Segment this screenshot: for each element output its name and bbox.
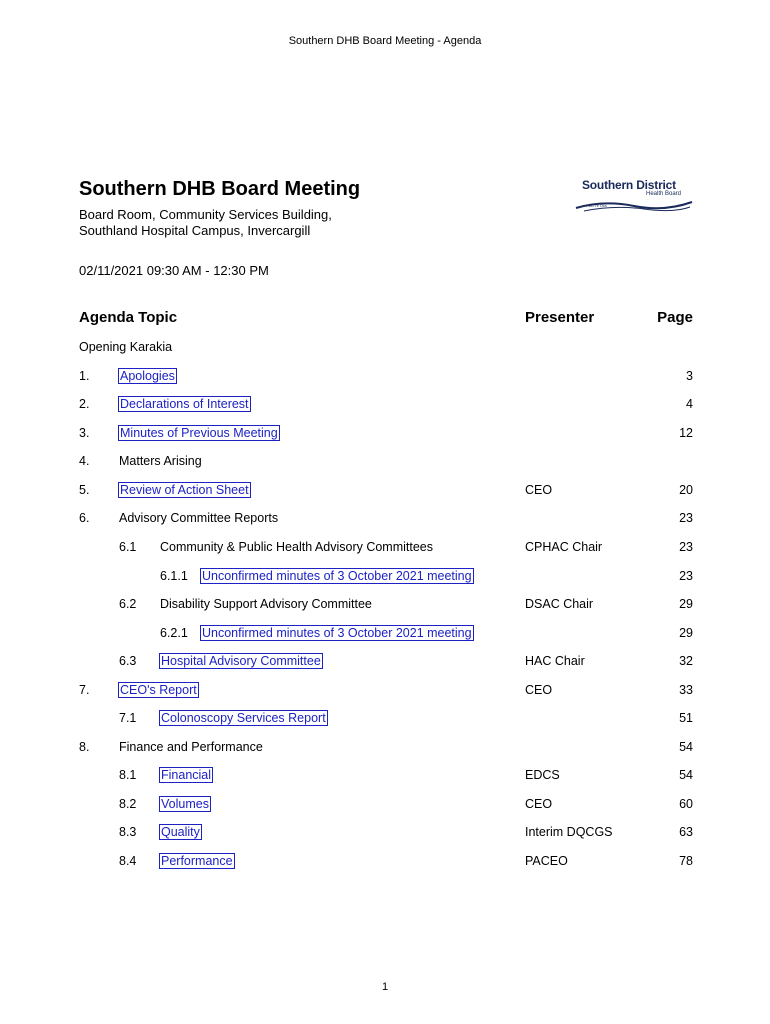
agenda-item-link[interactable]: Minutes of Previous Meeting xyxy=(120,426,278,440)
agenda-item-number: 8.4 xyxy=(119,854,137,868)
agenda-item-title: Matters Arising xyxy=(119,454,202,468)
agenda-item-presenter: CPHAC Chair xyxy=(525,540,603,554)
agenda-row xyxy=(0,483,770,501)
agenda-item-number: 1. xyxy=(79,369,90,383)
agenda-item-number: 6.1.1 xyxy=(160,569,188,583)
agenda-item-presenter: CEO xyxy=(525,797,553,811)
agenda-item-link[interactable]: CEO's Report xyxy=(120,683,197,697)
meeting-datetime: 02/11/2021 09:30 AM - 12:30 PM xyxy=(79,263,269,278)
agenda-item-page: 23 xyxy=(679,511,693,525)
agenda-item-page: 20 xyxy=(679,483,693,497)
location-line-1: Board Room, Community Services Building, xyxy=(79,207,332,222)
agenda-item-page: 51 xyxy=(679,711,693,725)
agenda-item-page: 23 xyxy=(679,540,693,554)
agenda-item-page: 3 xyxy=(686,369,693,383)
agenda-row xyxy=(0,369,770,387)
agenda-row xyxy=(0,654,770,672)
logo-name: Southern District xyxy=(582,178,676,192)
agenda-item-number: 6.2 xyxy=(119,597,137,611)
agenda-row xyxy=(0,683,770,701)
southern-district-logo xyxy=(574,178,694,216)
agenda-item-number: 4. xyxy=(79,454,90,468)
meeting-location xyxy=(79,207,332,239)
agenda-row xyxy=(0,426,770,444)
agenda-item-page: 63 xyxy=(679,825,693,839)
agenda-item-link[interactable]: Hospital Advisory Committee xyxy=(161,654,321,668)
agenda-row xyxy=(0,797,770,815)
agenda-item-number: 8.2 xyxy=(119,797,137,811)
agenda-item-presenter: Interim DQCGS xyxy=(525,825,613,839)
agenda-item-page: 78 xyxy=(679,854,693,868)
agenda-item-link[interactable]: Volumes xyxy=(161,797,209,811)
agenda-item-presenter: CEO xyxy=(525,483,553,497)
agenda-item-link[interactable]: Financial xyxy=(161,768,212,782)
agenda-item-page: 29 xyxy=(679,597,693,611)
agenda-row xyxy=(0,740,770,758)
agenda-row xyxy=(0,825,770,843)
agenda-item-link[interactable]: Review of Action Sheet xyxy=(120,483,249,497)
agenda-item-number: 6.3 xyxy=(119,654,137,668)
agenda-item-presenter: CEO xyxy=(525,683,553,697)
agenda-item-page: 33 xyxy=(679,683,693,697)
agenda-item-page: 54 xyxy=(679,768,693,782)
agenda-row xyxy=(0,511,770,529)
agenda-item-link[interactable]: Unconfirmed minutes of 3 October 2021 meeting xyxy=(202,626,472,640)
agenda-item-link[interactable]: Performance xyxy=(161,854,233,868)
agenda-item-number: 6.1 xyxy=(119,540,137,554)
agenda-row xyxy=(0,569,770,587)
agenda-item-presenter: EDCS xyxy=(525,768,560,782)
agenda-row xyxy=(0,540,770,558)
page-header: Southern DHB Board Meeting - Agenda xyxy=(288,35,482,47)
agenda-item-number: 8.3 xyxy=(119,825,137,839)
agenda-item-number: 2. xyxy=(79,397,90,411)
agenda-item-page: 12 xyxy=(679,426,693,440)
agenda-item-page: 32 xyxy=(679,654,693,668)
agenda-item-number: 5. xyxy=(79,483,90,497)
agenda-item-link[interactable]: Colonoscopy Services Report xyxy=(161,711,326,725)
agenda-item-number: 6.2.1 xyxy=(160,626,188,640)
agenda-item-title: Community & Public Health Advisory Committees xyxy=(160,540,434,554)
page-number: 1 xyxy=(381,981,389,993)
agenda-item-presenter: HAC Chair xyxy=(525,654,585,668)
agenda-item-number: 8. xyxy=(79,740,90,754)
agenda-row xyxy=(0,397,770,415)
meeting-title: Southern DHB Board Meeting xyxy=(79,178,361,200)
agenda-item-link[interactable]: Declarations of Interest xyxy=(120,397,249,411)
agenda-item-page: 29 xyxy=(679,626,693,640)
agenda-item-link[interactable]: Apologies xyxy=(120,369,175,383)
agenda-row xyxy=(0,597,770,615)
logo-tagline: Pilio Te Ora xyxy=(586,203,607,208)
agenda-row xyxy=(0,768,770,786)
header-page: Page xyxy=(657,309,693,326)
agenda-item-page: 60 xyxy=(679,797,693,811)
agenda-item-title: Finance and Performance xyxy=(119,740,263,754)
agenda-item-presenter: DSAC Chair xyxy=(525,597,594,611)
agenda-row xyxy=(0,454,770,472)
agenda-item-number: 3. xyxy=(79,426,90,440)
agenda-item-number: 7.1 xyxy=(119,711,137,725)
agenda-row xyxy=(0,340,770,358)
agenda-item-link[interactable]: Unconfirmed minutes of 3 October 2021 meeting xyxy=(202,569,472,583)
header-presenter: Presenter xyxy=(525,309,595,326)
agenda-item-page: 4 xyxy=(686,397,693,411)
logo-sub: Health Board xyxy=(646,191,682,197)
location-line-2: Southland Hospital Campus, Invercargill xyxy=(79,223,311,238)
agenda-item-link[interactable]: Quality xyxy=(161,825,200,839)
agenda-item-title: Advisory Committee Reports xyxy=(119,511,279,525)
agenda-item-title: Opening Karakia xyxy=(79,340,173,354)
agenda-item-presenter: PACEO xyxy=(525,854,568,868)
agenda-item-number: 7. xyxy=(79,683,90,697)
agenda-item-page: 54 xyxy=(679,740,693,754)
header-agenda-topic: Agenda Topic xyxy=(79,309,178,326)
agenda-item-number: 8.1 xyxy=(119,768,137,782)
agenda-row xyxy=(0,711,770,729)
agenda-item-page: 23 xyxy=(679,569,693,583)
agenda-item-title: Disability Support Advisory Committee xyxy=(160,597,372,611)
agenda-row xyxy=(0,626,770,644)
agenda-item-number: 6. xyxy=(79,511,90,525)
agenda-row xyxy=(0,854,770,872)
